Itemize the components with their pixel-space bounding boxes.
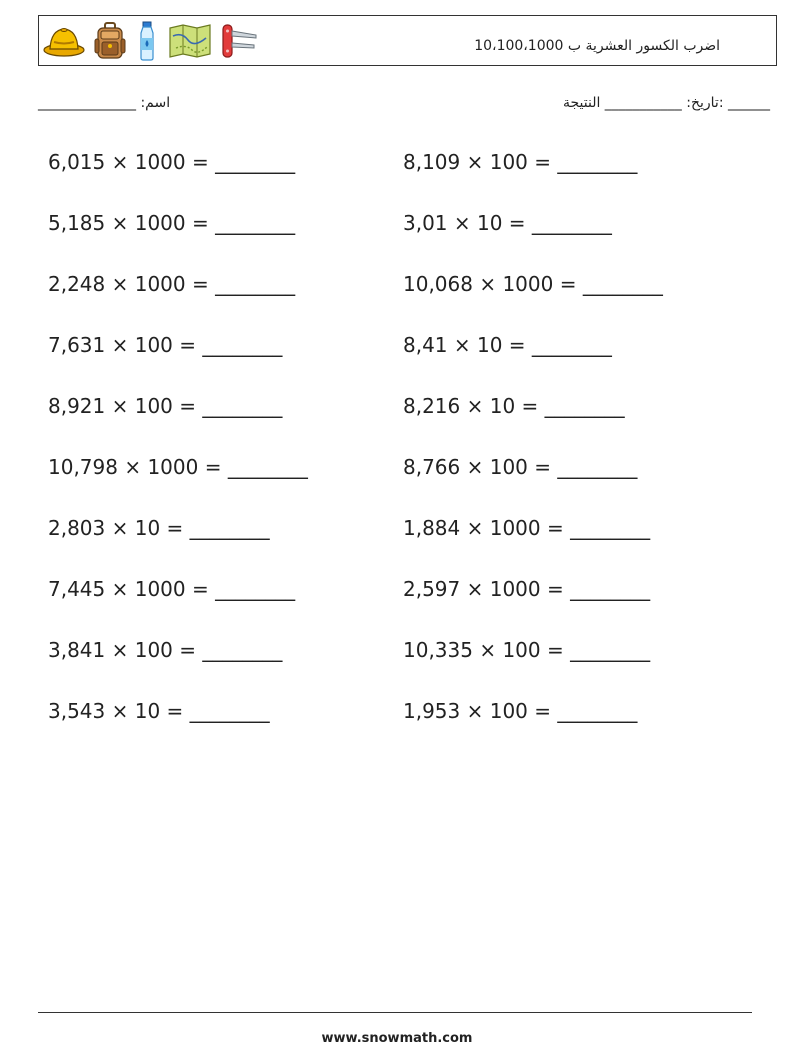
problem-9: 8,921 × 100 = ________ <box>48 394 283 418</box>
water-bottle-icon <box>134 21 160 61</box>
problem-15: 7,445 × 1000 = ________ <box>48 577 296 601</box>
worksheet-header <box>38 15 777 66</box>
problem-20: 1,953 × 100 = ________ <box>403 699 638 723</box>
problem-19: 3,543 × 10 = ________ <box>48 699 270 723</box>
pocket-knife-icon <box>220 21 260 61</box>
problem-5: 2,248 × 1000 = ________ <box>48 272 296 296</box>
problem-13: 2,803 × 10 = ________ <box>48 516 270 540</box>
footer-divider <box>38 1012 752 1013</box>
problem-7: 7,631 × 100 = ________ <box>48 333 283 357</box>
name-field: اسم: ______________ <box>38 95 171 111</box>
footer-url[interactable]: www.snowmath.com <box>321 1031 473 1046</box>
problem-8: 8,41 × 10 = ________ <box>403 333 612 357</box>
backpack-icon <box>94 21 126 61</box>
map-icon <box>168 24 212 58</box>
problem-10: 8,216 × 10 = ________ <box>403 394 625 418</box>
worksheet-title: اضرب الكسور العشرية ب 10،100،1000 <box>474 38 720 54</box>
problem-18: 10,335 × 100 = ________ <box>403 638 651 662</box>
problem-16: 2,597 × 1000 = ________ <box>403 577 651 601</box>
problem-2: 8,109 × 100 = ________ <box>403 150 638 174</box>
header-icons <box>42 21 260 61</box>
problem-12: 8,766 × 100 = ________ <box>403 455 638 479</box>
date-score-field: ______ :تاريخ: ___________ النتيجة <box>562 95 770 111</box>
problem-4: 3,01 × 10 = ________ <box>403 211 612 235</box>
problem-11: 10,798 × 1000 = ________ <box>48 455 308 479</box>
problem-17: 3,841 × 100 = ________ <box>48 638 283 662</box>
problem-3: 5,185 × 1000 = ________ <box>48 211 296 235</box>
problem-14: 1,884 × 1000 = ________ <box>403 516 651 540</box>
pith-helmet-icon <box>42 24 86 58</box>
problem-1: 6,015 × 1000 = ________ <box>48 150 296 174</box>
problem-6: 10,068 × 1000 = ________ <box>403 272 663 296</box>
